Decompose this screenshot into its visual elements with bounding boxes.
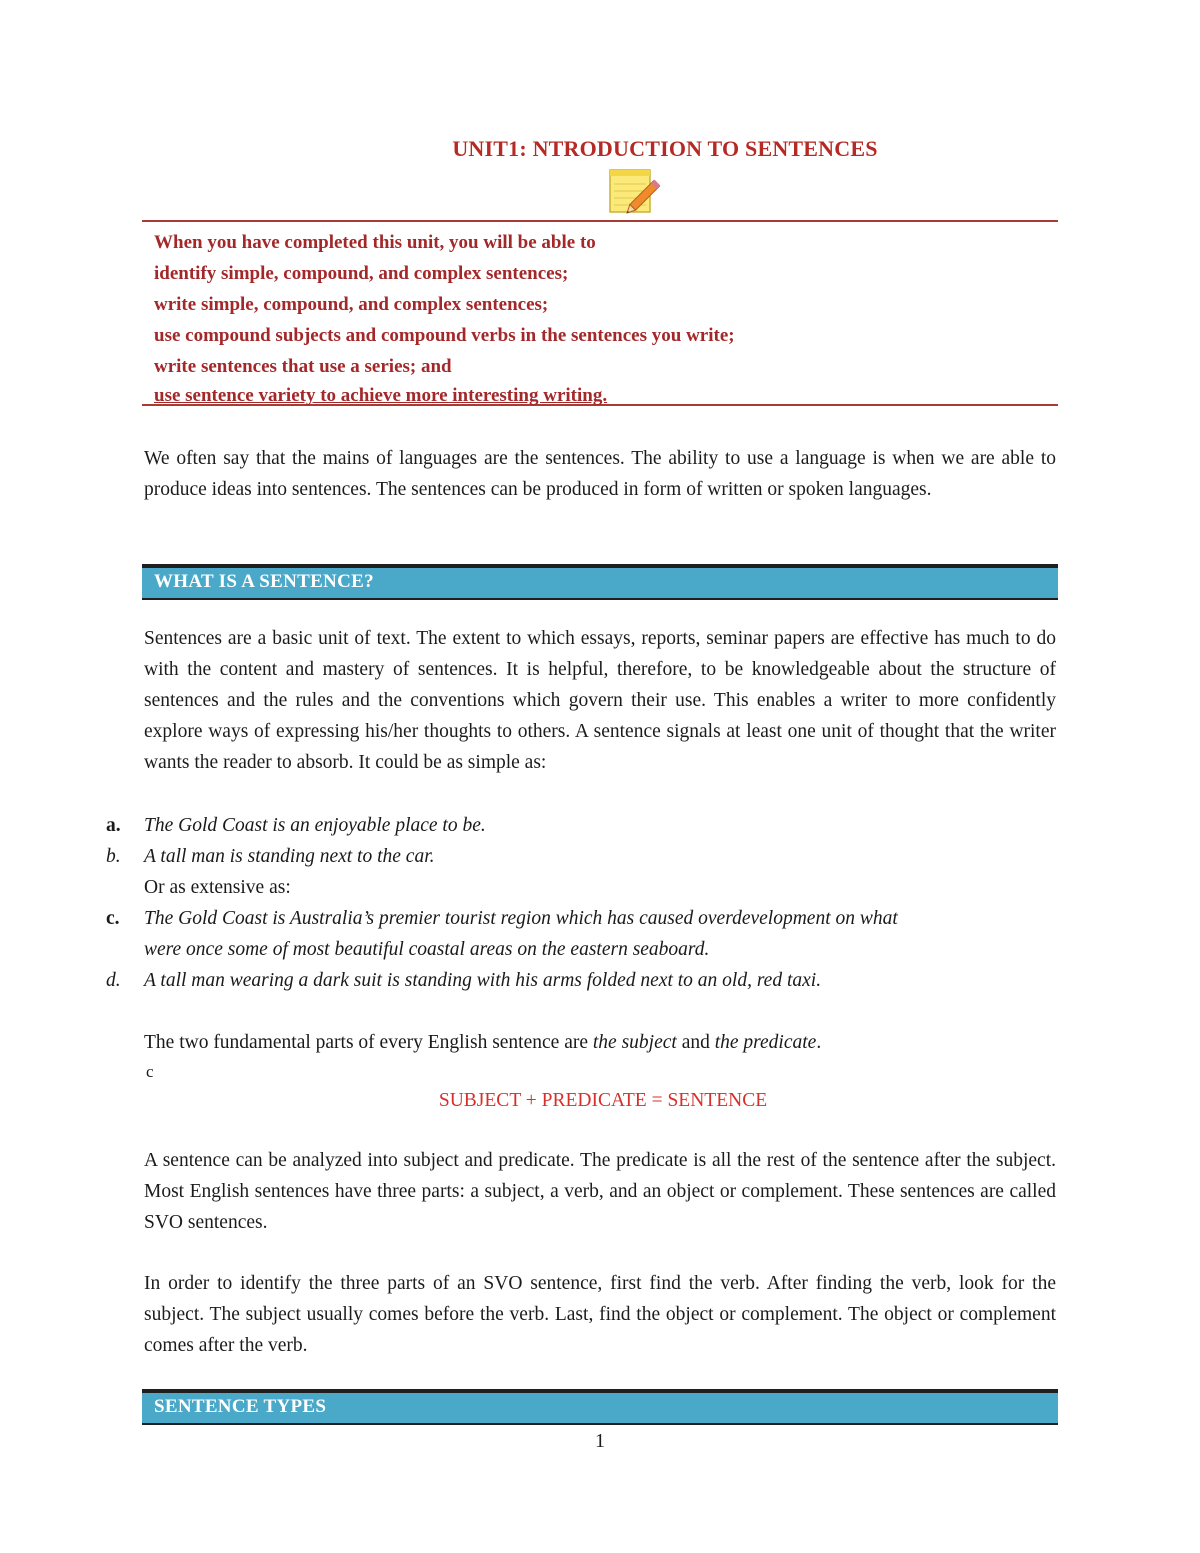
section-heading-sentence-types	[142, 1389, 1058, 1425]
objective-item: use compound subjects and compound verbs in the sentences you write;	[154, 325, 735, 346]
example-text: A tall man wearing a dark suit is standing with his arms folded next to an old, red taxi.	[144, 970, 822, 991]
example-text: A tall man is standing next to the car.	[144, 846, 435, 867]
example-text: The Gold Coast is Australia’s premier tourist region which has caused overdevelopment on what	[144, 908, 898, 929]
analysis-paragraph: A sentence can be analyzed into subject and predicate. The predicate is all the rest of the sentence after the subject. Most English sentences have three parts: a subject, a verb, and an object or complement. These sentences are called SVO sentences.	[144, 1150, 1056, 1233]
objective-item: write simple, compound, and complex sentences;	[154, 294, 549, 315]
fundamental-suffix: .	[816, 1032, 822, 1053]
fundamental-predicate: the predicate	[714, 1032, 817, 1053]
notepad-pencil-icon	[608, 166, 664, 218]
section-heading-what-is-a-sentence	[142, 564, 1058, 600]
example-c	[106, 903, 1066, 934]
example-marker: c.	[106, 908, 120, 929]
page-title: UNIT1: NTRODUCTION TO SENTENCES	[452, 136, 878, 161]
section-heading-text: SENTENCE TYPES	[154, 1396, 327, 1417]
objectives-intro: When you have completed this unit, you will be able to	[154, 232, 596, 253]
example-c-continuation: were once some of most beautiful coastal areas on the eastern seaboard.	[144, 939, 710, 960]
intro-paragraph: We often say that the mains of languages are the sentences. The ability to use a language is when we are able to produce ideas into sentences. The sentences can be produced in form of written or spoken languages.	[144, 448, 1056, 500]
identify-svo-paragraph: In order to identify the three parts of an SVO sentence, first find the verb. After finding the verb, look for the subject. The subject usually comes before the verb. Last, find the object or complement. The object or complement comes after the verb.	[144, 1273, 1056, 1356]
section-heading-text: WHAT IS A SENTENCE?	[154, 571, 374, 592]
example-a	[106, 810, 1066, 841]
objective-item: write sentences that use a series; and	[154, 356, 452, 377]
example-text: The Gold Coast is an enjoyable place to be.	[144, 815, 486, 836]
objectives-box	[142, 220, 1058, 406]
fundamental-subject: the subject	[592, 1032, 677, 1053]
stray-character: c	[146, 1062, 154, 1081]
fundamental-and: and	[676, 1032, 715, 1053]
example-d	[106, 965, 1066, 996]
fundamental-parts-line	[144, 1027, 821, 1058]
example-marker: a.	[106, 815, 121, 836]
page-number: 1	[595, 1430, 605, 1452]
example-marker: d.	[106, 970, 121, 991]
or-extensive-line: Or as extensive as:	[144, 877, 291, 898]
objective-item: identify simple, compound, and complex sentences;	[154, 263, 569, 284]
objective-item: use sentence variety to achieve more interesting writing.	[154, 385, 608, 406]
subject-predicate-formula: SUBJECT + PREDICATE = SENTENCE	[438, 1090, 768, 1111]
sentence-definition-paragraph: Sentences are a basic unit of text. The extent to which essays, reports, seminar papers are effective has much to do with the content and mastery of sentences. It is helpful, therefore, to be knowledgeable about the structure of sentences and the rules and the conventions which govern their use. This enables a writer to more confidently explore ways of expressing his/her thoughts to others. A sentence signals at least one unit of thought that the writer wants the reader to absorb. It could be as simple as:	[144, 628, 1056, 773]
fundamental-prefix: The two fundamental parts of every English sentence are	[144, 1032, 593, 1053]
example-b	[106, 841, 1066, 872]
example-marker: b.	[106, 846, 121, 867]
